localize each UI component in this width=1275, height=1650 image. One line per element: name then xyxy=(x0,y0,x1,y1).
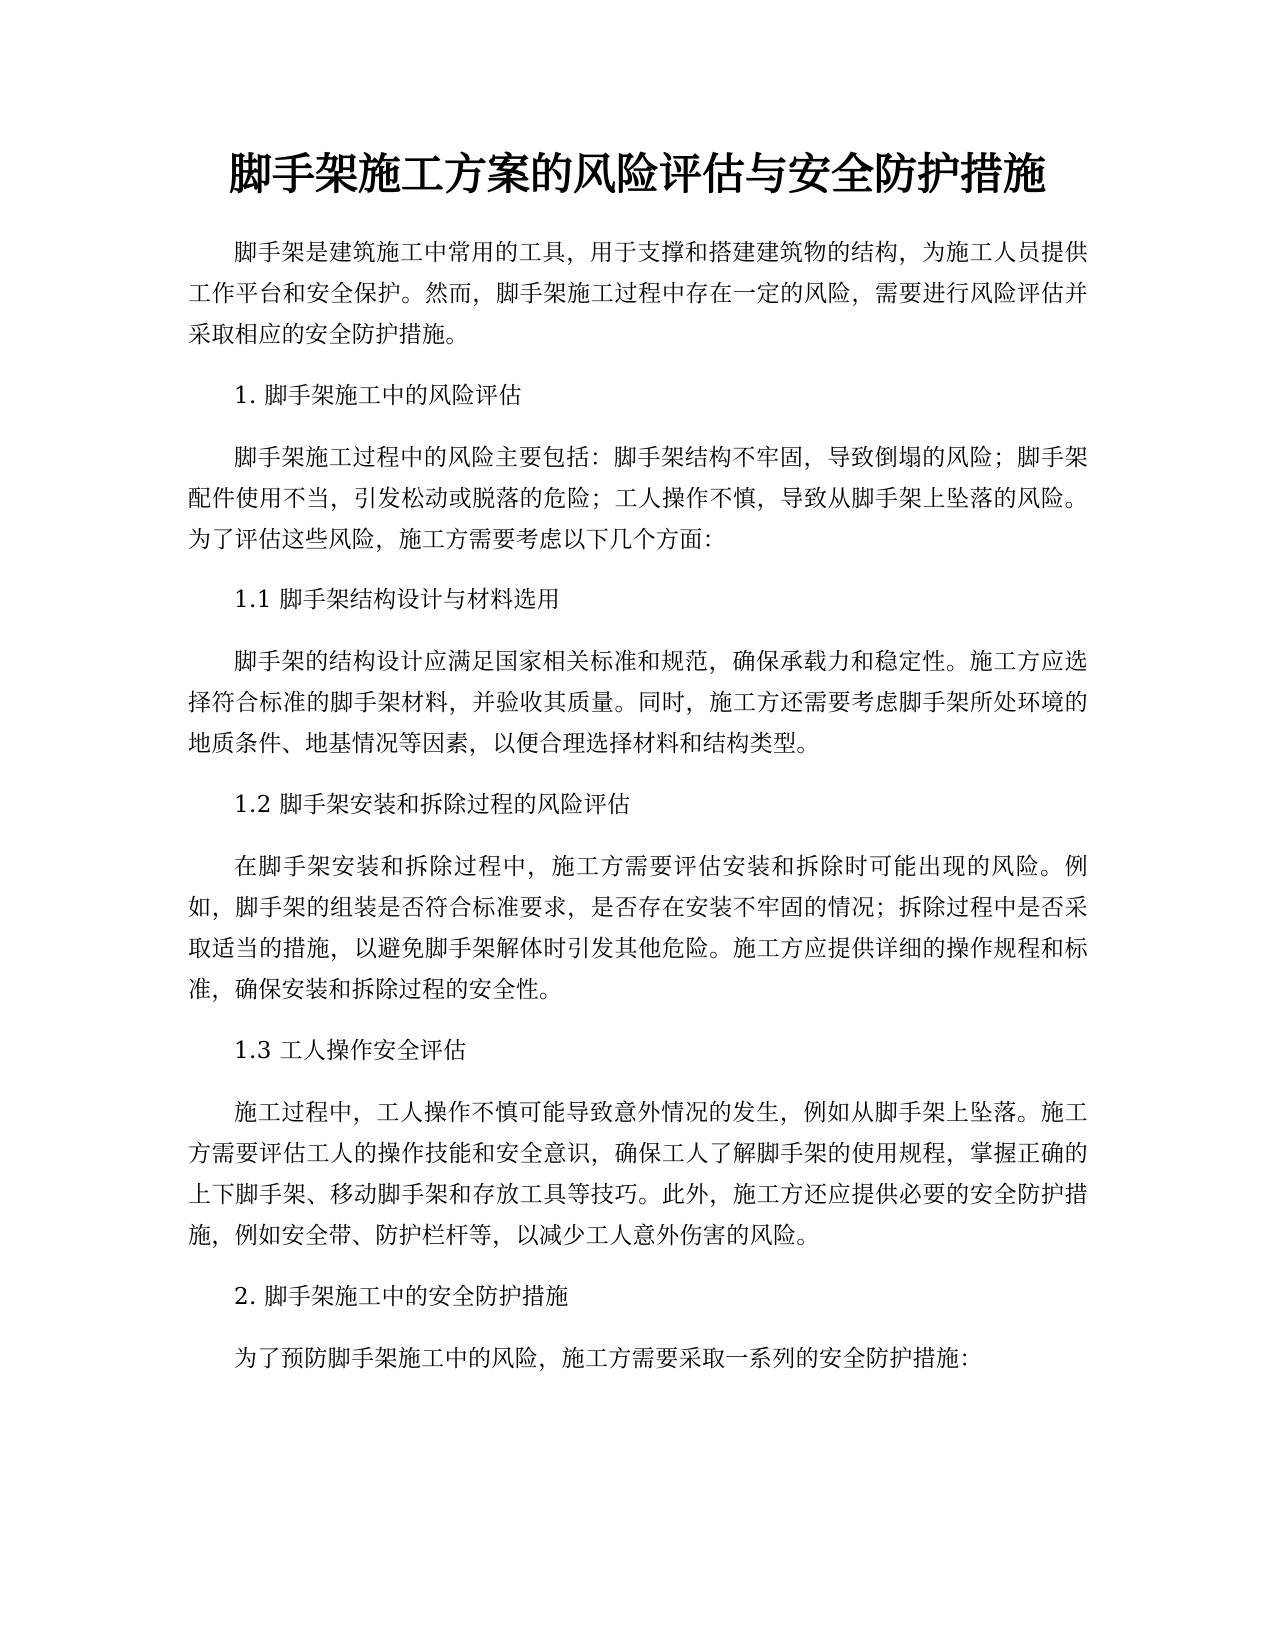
section-heading-1-3: 1.3 工人操作安全评估 xyxy=(234,1038,467,1064)
section-heading-1-1: 1.1 脚手架结构设计与材料选用 xyxy=(234,587,561,613)
paragraph-risk-overview: 脚手架施工过程中的风险主要包括：脚手架结构不牢固，导致倒塌的风险；脚手架配件使用不当，引发松动或脱落的危险；工人操作不慎，导致从脚手架上坠落的风险。为了评估这些风险，施工方需要考虑以下几个方面： xyxy=(188,445,1088,553)
paragraph-structure-design: 脚手架的结构设计应满足国家相关标准和规范，确保承载力和稳定性。施工方应选择符合标准的脚手架材料，并验收其质量。同时，施工方还需要考虑脚手架所处环境的地质条件、地基情况等因素，以便合理选择材料和结构类型。 xyxy=(188,649,1088,757)
document-title: 脚手架施工方案的风险评估与安全防护措施 xyxy=(229,150,1046,200)
paragraph-worker-safety: 施工过程中，工人操作不慎可能导致意外情况的发生，例如从脚手架上坠落。施工方需要评估工人的操作技能和安全意识，确保工人了解脚手架的使用规程，掌握正确的上下脚手架、移动脚手架和存放工具等技巧。此外，施工方还应提供必要的安全防护措施，例如安全带、防护栏杆等，以减少工人意外伤害的风险。 xyxy=(188,1100,1088,1249)
section-heading-2: 2. 脚手架施工中的安全防护措施 xyxy=(234,1284,569,1310)
section-heading-1-2: 1.2 脚手架安装和拆除过程的风险评估 xyxy=(234,792,631,818)
section-heading-1: 1. 脚手架施工中的风险评估 xyxy=(234,383,522,409)
paragraph-install-removal: 在脚手架安装和拆除过程中，施工方需要评估安装和拆除时可能出现的风险。例如，脚手架的组装是否符合标准要求，是否存在安装不牢固的情况；拆除过程中是否采取适当的措施，以避免脚手架解体时引发其他危险。施工方应提供详细的操作规程和标准，确保安装和拆除过程的安全性。 xyxy=(188,854,1088,1003)
paragraph-protection-intro: 为了预防脚手架施工中的风险，施工方需要采取一系列的安全防护措施： xyxy=(234,1346,983,1372)
paragraph-intro: 脚手架是建筑施工中常用的工具，用于支撑和搭建建筑物的结构，为施工人员提供工作平台和安全保护。然而，脚手架施工过程中存在一定的风险，需要进行风险评估并采取相应的安全防护措施。 xyxy=(188,240,1088,348)
